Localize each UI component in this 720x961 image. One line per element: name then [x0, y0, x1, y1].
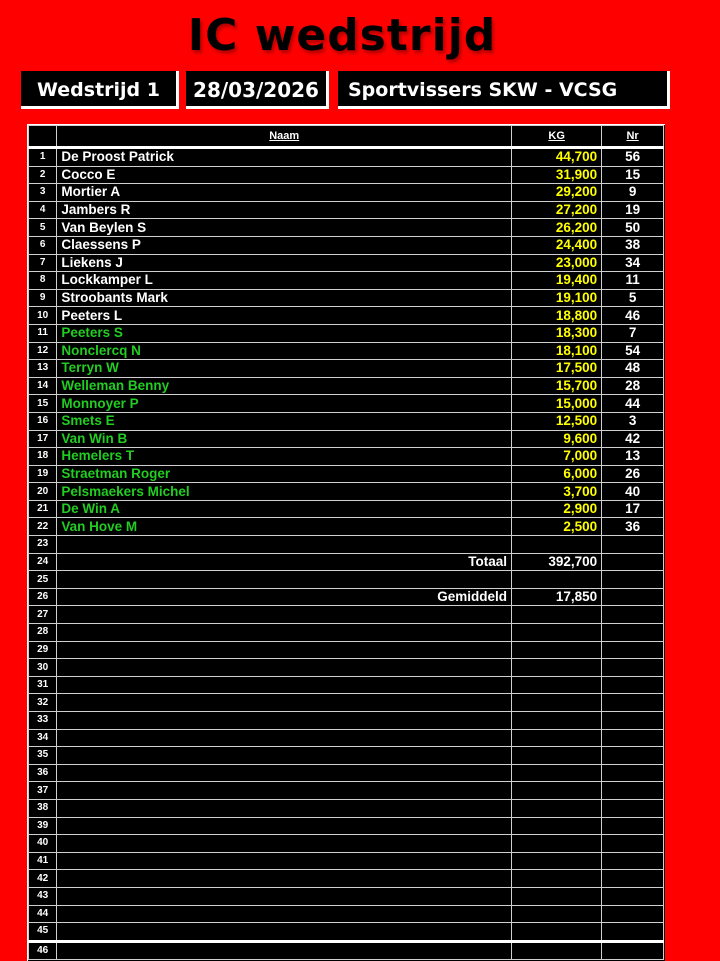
table-row: [29, 676, 664, 694]
empty-cell: [602, 659, 664, 677]
catch-weight: 12,500: [512, 412, 602, 430]
table-row: [29, 236, 664, 254]
peg-number: 5: [602, 289, 664, 307]
peg-number: 42: [602, 430, 664, 448]
empty-cell: [512, 905, 602, 923]
row-number: 45: [29, 923, 57, 942]
row-number: 26: [29, 588, 57, 606]
peg-number: 3: [602, 412, 664, 430]
table-row: [29, 448, 664, 466]
row-number: 23: [29, 536, 57, 554]
competitor-name: Peeters L: [57, 307, 512, 325]
row-number: 35: [29, 747, 57, 765]
peg-number: 46: [602, 307, 664, 325]
row-number: 33: [29, 712, 57, 730]
empty-cell: [57, 747, 512, 765]
table-row: [29, 852, 664, 870]
table-row: [29, 571, 664, 589]
table-row: [29, 360, 664, 378]
competitor-name: Hemelers T: [57, 448, 512, 466]
total-label: Totaal: [57, 553, 512, 571]
empty-cell: [512, 747, 602, 765]
empty-cell: [512, 676, 602, 694]
empty-cell: [602, 553, 664, 571]
average-value: 17,850: [512, 588, 602, 606]
row-number: 18: [29, 448, 57, 466]
peg-number: 36: [602, 518, 664, 536]
row-number: 42: [29, 870, 57, 888]
competitor-name: Peeters S: [57, 324, 512, 342]
empty-cell: [602, 536, 664, 554]
row-number: 9: [29, 289, 57, 307]
empty-cell: [602, 817, 664, 835]
peg-number: 34: [602, 254, 664, 272]
empty-cell: [57, 764, 512, 782]
row-number: 11: [29, 324, 57, 342]
peg-number: 17: [602, 500, 664, 518]
catch-weight: 44,700: [512, 148, 602, 167]
row-number: 43: [29, 887, 57, 905]
row-number: 19: [29, 465, 57, 483]
table-row: [29, 272, 664, 290]
catch-weight: 27,200: [512, 201, 602, 219]
empty-cell: [602, 571, 664, 589]
empty-cell: [57, 887, 512, 905]
competitor-name: Terryn W: [57, 360, 512, 378]
empty-cell: [602, 676, 664, 694]
row-number: 15: [29, 395, 57, 413]
competitor-name: Smets E: [57, 412, 512, 430]
empty-cell: [602, 606, 664, 624]
row-number: 36: [29, 764, 57, 782]
table-row: [29, 887, 664, 905]
competitor-name: Van Hove M: [57, 518, 512, 536]
empty-cell: [512, 536, 602, 554]
empty-cell: [57, 606, 512, 624]
empty-cell: [602, 870, 664, 888]
average-label: Gemiddeld: [57, 588, 512, 606]
peg-number: 40: [602, 483, 664, 501]
row-number: 38: [29, 799, 57, 817]
competitor-name: Mortier A: [57, 184, 512, 202]
empty-cell: [57, 870, 512, 888]
empty-cell: [602, 852, 664, 870]
table-row: [29, 835, 664, 853]
row-number: 12: [29, 342, 57, 360]
competitor-name: Cocco E: [57, 166, 512, 184]
empty-cell: [512, 870, 602, 888]
empty-cell: [512, 694, 602, 712]
table-row: [29, 588, 664, 606]
table-row: [29, 430, 664, 448]
row-number: 46: [29, 941, 57, 960]
peg-number: 56: [602, 148, 664, 167]
match-label: Wedstrijd 1: [21, 71, 179, 109]
table-row: [29, 518, 664, 536]
empty-cell: [512, 799, 602, 817]
catch-weight: 6,000: [512, 465, 602, 483]
peg-number: 48: [602, 360, 664, 378]
empty-cell: [602, 624, 664, 642]
empty-cell: [602, 764, 664, 782]
empty-cell: [57, 624, 512, 642]
catch-weight: 17,500: [512, 360, 602, 378]
table-row: [29, 219, 664, 237]
catch-weight: 15,700: [512, 377, 602, 395]
empty-cell: [512, 764, 602, 782]
peg-number: 50: [602, 219, 664, 237]
empty-cell: [57, 905, 512, 923]
empty-cell: [602, 887, 664, 905]
empty-cell: [602, 782, 664, 800]
results-sheet: [27, 124, 665, 961]
empty-cell: [57, 852, 512, 870]
row-number: 20: [29, 483, 57, 501]
competitor-name: Liekens J: [57, 254, 512, 272]
catch-weight: 7,000: [512, 448, 602, 466]
competitor-name: Lockkamper L: [57, 272, 512, 290]
table-row: [29, 500, 664, 518]
table-row: [29, 324, 664, 342]
table-row: [29, 377, 664, 395]
catch-weight: 9,600: [512, 430, 602, 448]
empty-cell: [57, 782, 512, 800]
row-number: 34: [29, 729, 57, 747]
row-number: 41: [29, 852, 57, 870]
table-row: [29, 923, 664, 942]
competitor-name: Pelsmaekers Michel: [57, 483, 512, 501]
competitor-name: Claessens P: [57, 236, 512, 254]
row-number: 22: [29, 518, 57, 536]
table-row: [29, 747, 664, 765]
empty-cell: [602, 923, 664, 942]
table-row: [29, 395, 664, 413]
competitor-name: Van Win B: [57, 430, 512, 448]
competitor-name: Monnoyer P: [57, 395, 512, 413]
empty-cell: [57, 923, 512, 942]
table-row: [29, 641, 664, 659]
empty-cell: [602, 747, 664, 765]
table-row: [29, 606, 664, 624]
row-number: 28: [29, 624, 57, 642]
empty-cell: [512, 923, 602, 942]
table-row: [29, 941, 664, 960]
peg-number: 44: [602, 395, 664, 413]
row-number: 3: [29, 184, 57, 202]
catch-weight: 26,200: [512, 219, 602, 237]
catch-weight: 23,000: [512, 254, 602, 272]
peg-number: 54: [602, 342, 664, 360]
empty-cell: [57, 941, 512, 960]
empty-cell: [57, 641, 512, 659]
catch-weight: 31,900: [512, 166, 602, 184]
catch-weight: 29,200: [512, 184, 602, 202]
match-clubs: Sportvissers SKW - VCSG: [338, 71, 670, 109]
table-row: [29, 712, 664, 730]
column-header-nr: Nr: [602, 126, 664, 148]
catch-weight: 18,100: [512, 342, 602, 360]
row-number: 6: [29, 236, 57, 254]
empty-cell: [57, 712, 512, 730]
empty-cell: [512, 729, 602, 747]
row-number: 39: [29, 817, 57, 835]
empty-cell: [57, 676, 512, 694]
table-row: [29, 817, 664, 835]
row-number: 27: [29, 606, 57, 624]
empty-cell: [512, 606, 602, 624]
row-number: 17: [29, 430, 57, 448]
table-header-row: [29, 126, 664, 148]
row-number: 5: [29, 219, 57, 237]
table-row: [29, 342, 664, 360]
catch-weight: 19,400: [512, 272, 602, 290]
empty-cell: [602, 905, 664, 923]
row-number: 44: [29, 905, 57, 923]
table-row: [29, 694, 664, 712]
peg-number: 26: [602, 465, 664, 483]
table-row: [29, 870, 664, 888]
catch-weight: 18,800: [512, 307, 602, 325]
row-number: 13: [29, 360, 57, 378]
row-number: 10: [29, 307, 57, 325]
empty-cell: [57, 571, 512, 589]
competitor-name: De Win A: [57, 500, 512, 518]
empty-cell: [512, 941, 602, 960]
table-row: [29, 307, 664, 325]
row-number: 25: [29, 571, 57, 589]
catch-weight: 2,500: [512, 518, 602, 536]
table-row: [29, 764, 664, 782]
table-row: [29, 659, 664, 677]
competitor-name: Nonclercq N: [57, 342, 512, 360]
peg-number: 38: [602, 236, 664, 254]
row-number: 16: [29, 412, 57, 430]
table-row: [29, 184, 664, 202]
row-number: 4: [29, 201, 57, 219]
column-header-name: Naam: [57, 126, 512, 148]
table-row: [29, 905, 664, 923]
competitor-name: Straetman Roger: [57, 465, 512, 483]
peg-number: 28: [602, 377, 664, 395]
empty-cell: [602, 729, 664, 747]
table-row: [29, 201, 664, 219]
results-table: [28, 125, 664, 960]
table-row: [29, 465, 664, 483]
total-value: 392,700: [512, 553, 602, 571]
competitor-name: Stroobants Mark: [57, 289, 512, 307]
row-number: 24: [29, 553, 57, 571]
table-row: [29, 166, 664, 184]
empty-cell: [602, 588, 664, 606]
table-row: [29, 483, 664, 501]
catch-weight: 3,700: [512, 483, 602, 501]
table-row: [29, 254, 664, 272]
empty-cell: [512, 712, 602, 730]
peg-number: 15: [602, 166, 664, 184]
row-number: 1: [29, 148, 57, 167]
table-row: [29, 553, 664, 571]
table-row: [29, 412, 664, 430]
table-row: [29, 148, 664, 167]
peg-number: 11: [602, 272, 664, 290]
empty-cell: [57, 659, 512, 677]
empty-cell: [57, 817, 512, 835]
catch-weight: 18,300: [512, 324, 602, 342]
row-number: 37: [29, 782, 57, 800]
peg-number: 7: [602, 324, 664, 342]
empty-cell: [512, 782, 602, 800]
empty-cell: [512, 835, 602, 853]
column-header-kg: KG: [512, 126, 602, 148]
row-number: 8: [29, 272, 57, 290]
row-number: 29: [29, 641, 57, 659]
row-number: 40: [29, 835, 57, 853]
competitor-name: Van Beylen S: [57, 219, 512, 237]
catch-weight: 24,400: [512, 236, 602, 254]
empty-cell: [57, 729, 512, 747]
empty-cell: [57, 536, 512, 554]
peg-number: 9: [602, 184, 664, 202]
table-row: [29, 729, 664, 747]
peg-number: 13: [602, 448, 664, 466]
empty-cell: [602, 694, 664, 712]
empty-cell: [512, 641, 602, 659]
catch-weight: 15,000: [512, 395, 602, 413]
empty-cell: [602, 835, 664, 853]
row-number: 31: [29, 676, 57, 694]
empty-cell: [602, 941, 664, 960]
empty-cell: [57, 835, 512, 853]
row-number: 21: [29, 500, 57, 518]
catch-weight: 19,100: [512, 289, 602, 307]
row-number: 7: [29, 254, 57, 272]
peg-number: 19: [602, 201, 664, 219]
competitor-name: Welleman Benny: [57, 377, 512, 395]
empty-cell: [602, 799, 664, 817]
row-number: 2: [29, 166, 57, 184]
competitor-name: De Proost Patrick: [57, 148, 512, 167]
table-row: [29, 289, 664, 307]
row-number: 30: [29, 659, 57, 677]
row-number: 32: [29, 694, 57, 712]
table-row: [29, 536, 664, 554]
row-number-header: [29, 126, 57, 148]
empty-cell: [57, 799, 512, 817]
empty-cell: [512, 571, 602, 589]
empty-cell: [602, 641, 664, 659]
empty-cell: [512, 659, 602, 677]
table-row: [29, 624, 664, 642]
table-row: [29, 782, 664, 800]
empty-cell: [57, 694, 512, 712]
match-date: 28/03/2026: [186, 71, 329, 109]
empty-cell: [602, 712, 664, 730]
empty-cell: [512, 887, 602, 905]
row-number: 14: [29, 377, 57, 395]
empty-cell: [512, 852, 602, 870]
table-row: [29, 799, 664, 817]
catch-weight: 2,900: [512, 500, 602, 518]
page-title: IC wedstrijd: [187, 10, 497, 61]
empty-cell: [512, 624, 602, 642]
competitor-name: Jambers R: [57, 201, 512, 219]
empty-cell: [512, 817, 602, 835]
